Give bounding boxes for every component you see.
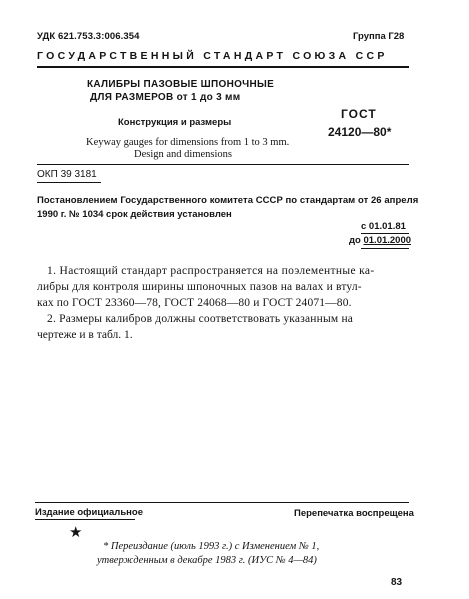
page-number: 83 [391, 577, 403, 588]
footnote-line-1: * Переиздание (июль 1993 г.) с Изменением № 1, [103, 541, 320, 552]
standard-title: ГОСУДАРСТВЕННЫЙ СТАНДАРТ СОЮЗА ССР [37, 50, 388, 62]
document-title-line-1: КАЛИБРЫ ПАЗОВЫЕ ШПОНОЧНЫЕ [87, 79, 275, 90]
decree-line-2: 1990 г. № 1034 срок действия установлен [37, 209, 232, 220]
official-edition-label: Издание официальное [35, 507, 143, 518]
paragraph-2-line-1: 2. Размеры калибров должны соответствовать указанным на [47, 313, 354, 325]
validity-to-prefix: до [349, 235, 361, 246]
star-icon: ★ [69, 525, 83, 541]
document-title-line-2: ДЛЯ РАЗМЕРОВ от 1 до 3 мм [90, 92, 241, 103]
validity-rule-bottom [361, 248, 409, 249]
validity-from: с 01.01.81 [361, 221, 406, 232]
document-subtitle: Конструкция и размеры [118, 117, 232, 128]
gost-label: ГОСТ [341, 107, 377, 121]
paragraph-1-line-1: 1. Настоящий стандарт распространяется на поэлементные ка- [47, 265, 375, 277]
english-title-line-2: Design and dimensions [134, 149, 232, 160]
header-rule [37, 66, 409, 68]
footer-rule [35, 502, 409, 503]
paragraph-1-line-2: либры для контроля ширины шпоночных пазов на валах и втул- [37, 281, 362, 293]
decree-line-1: Постановлением Государственного комитета СССР по стандартам от 26 апреля [37, 195, 419, 206]
footnote-line-2: утвержденным в декабре 1983 г. (ИУС № 4—84) [97, 555, 317, 566]
okp-code: ОКП 39 3181 [37, 169, 97, 180]
official-underline [35, 519, 135, 520]
udk-code: УДК 621.753.3:006.354 [37, 31, 140, 42]
group-code: Группа Г28 [353, 31, 405, 42]
paragraph-1-line-3: ках по ГОСТ 23360—78, ГОСТ 24068—80 и ГОСТ 24071—80. [37, 297, 352, 309]
english-title-line-1: Keyway gauges for dimensions from 1 to 3 mm. [86, 137, 290, 148]
okp-rule [37, 182, 101, 183]
title-rule [37, 164, 409, 165]
gost-number: 24120—80* [328, 125, 392, 139]
validity-rule [361, 233, 409, 234]
validity-to-date: 01.01.2000 [363, 235, 412, 246]
validity-to [349, 235, 411, 246]
paragraph-2-line-2: чертеже и в табл. 1. [37, 329, 133, 341]
reprint-prohibited-label: Перепечатка воспрещена [294, 508, 414, 519]
